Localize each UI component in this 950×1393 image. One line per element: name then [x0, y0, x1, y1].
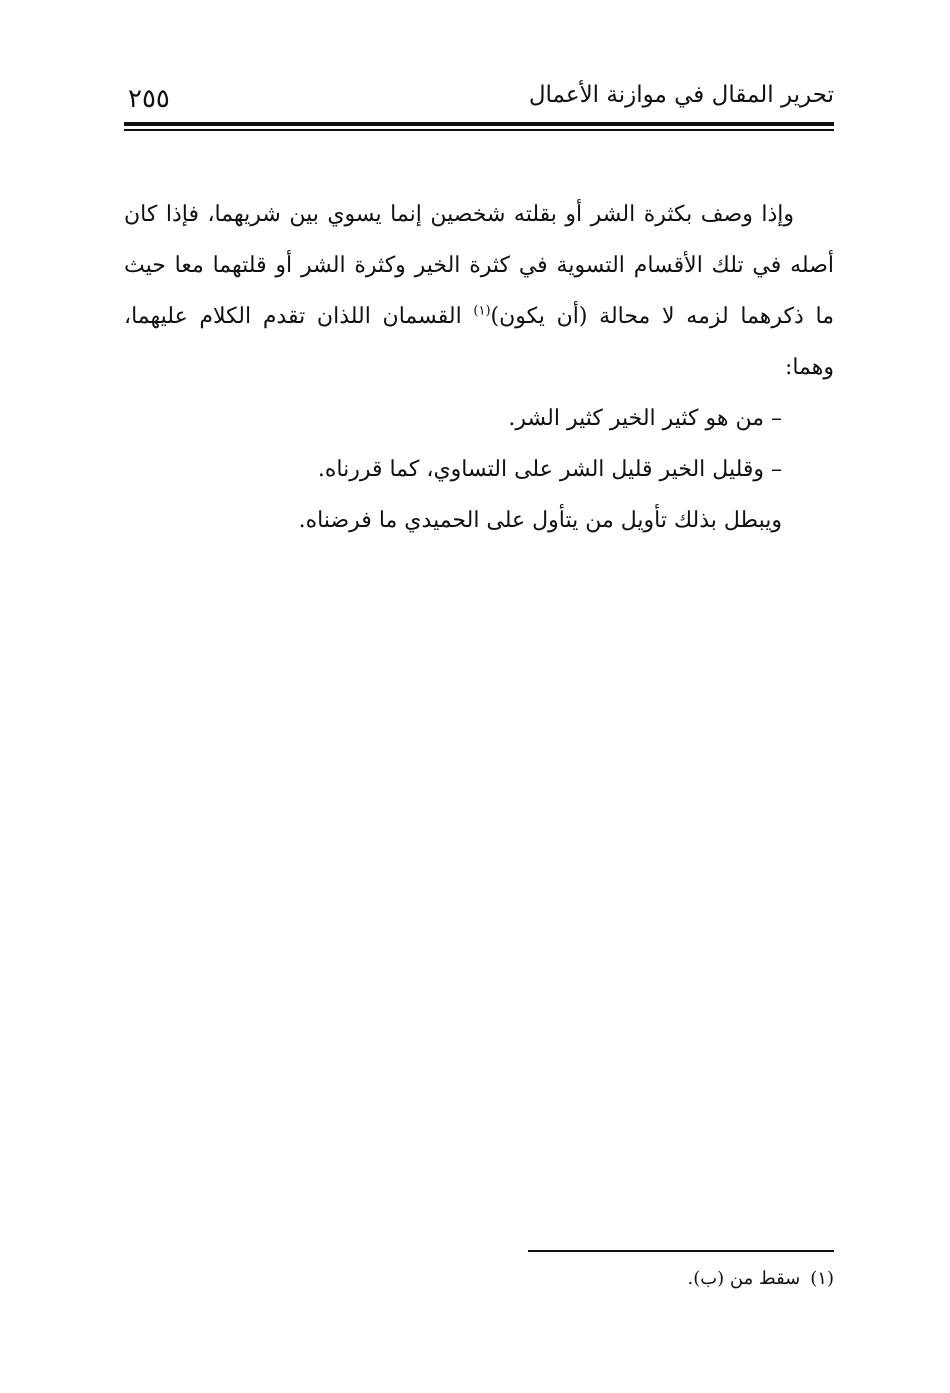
footnote-text: سقط من (ب).: [687, 1268, 801, 1289]
footnote: [528, 1268, 834, 1289]
header-rule-thin: [124, 129, 834, 131]
footnote-number: (١): [810, 1268, 834, 1289]
footnote-marker: (١): [473, 303, 491, 319]
page-number: ٢٥٥: [128, 84, 170, 114]
main-text: [124, 189, 834, 546]
running-title: تحرير المقال في موازنة الأعمال: [528, 82, 834, 108]
header-rule-thick: [124, 122, 834, 126]
list-item: – وقليل الخير قليل الشر على التساوي، كما قررناه.: [317, 457, 782, 482]
closing-paragraph: ويبطل بذلك تأويل من يتأول على الحميدي ما فرضناه.: [298, 508, 782, 533]
page-header: [124, 78, 834, 118]
list: [124, 393, 834, 495]
paragraph-text: وإذا وصف بكثرة الشر أو بقلته شخصين إنما يسوي بين شريهما، فإذا كان أصله في تلك الأقسام التسوية في كثرة الخير وكثرة الشر أو قلتهما معا حيث ما ذكرهما لزمه لا محالة (أن يكون): [124, 202, 835, 329]
paragraph: [124, 189, 834, 393]
list-item: – من هو كثير الخير كثير الشر.: [508, 406, 782, 431]
footnote-separator: [528, 1250, 834, 1252]
paragraph-text-continued: القسمان اللذان تقدم الكلام عليهما، وهما:: [124, 304, 834, 380]
